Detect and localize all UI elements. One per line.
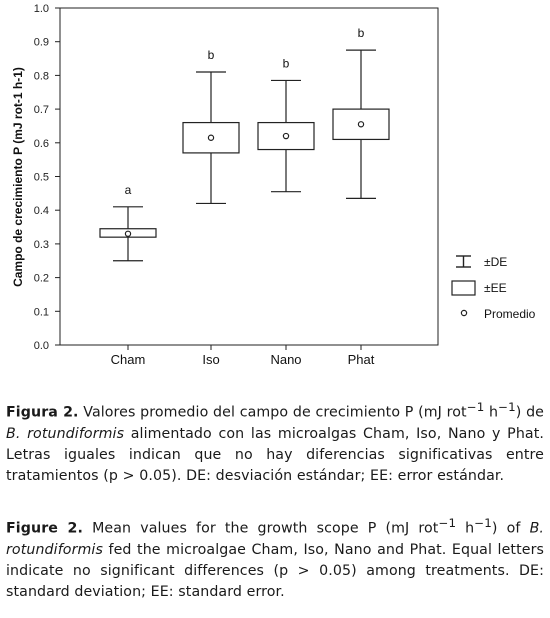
caption-english [6, 513, 544, 603]
y-tick-label: 0.8 [33, 70, 49, 83]
legend-mean-icon [461, 310, 466, 315]
significance-letter: b [357, 26, 365, 41]
x-category-label: Iso [202, 352, 220, 367]
y-tick-label: 0.9 [33, 36, 49, 49]
mean-point [283, 133, 288, 138]
x-axis-categories [111, 345, 375, 367]
y-tick-label: 0.4 [33, 205, 49, 218]
y-tick-label: 0.5 [33, 171, 49, 184]
caption-en-sup-1: −1 [438, 516, 457, 530]
plot-frame [60, 8, 438, 345]
legend-ee-label: ±EE [484, 281, 507, 295]
caption-es-text-2: h [484, 404, 499, 421]
y-axis-ticks [34, 3, 60, 352]
caption-spanish [6, 397, 544, 487]
mean-point [208, 135, 213, 140]
y-tick-label: 0.6 [33, 137, 49, 150]
caption-en-label: Figure 2. [6, 520, 83, 537]
caption-en-text-4: fed the microalgae Cham, Iso, Nano and Phat. Equal letters indicate no significant differences (p > 0.05) among treatments. DE: standard deviation; EE: standard error. [6, 541, 544, 600]
legend-de-label: ±DE [484, 255, 508, 269]
caption-es-sup-2: −1 [498, 400, 516, 414]
caption-en-sup-2: −1 [474, 516, 492, 530]
x-category-label: Phat [347, 352, 375, 367]
y-axis-label: Campo de crecimiento P (mJ rot-1 h-1) [11, 67, 25, 287]
caption-es-text-4: alimentado con las microalgas Cham, Iso, Nano y Phat. Letras iguales indican que no hay diferencias significativas entre tratamientos (p > 0.05). DE: desviación estándar; EE: error estándar. [6, 425, 544, 484]
y-tick-label: 0.0 [33, 340, 49, 352]
x-category-label: Nano [270, 352, 302, 367]
mean-point [358, 122, 363, 127]
caption-es-text-3: ) de [515, 404, 545, 421]
y-tick-label: 0.7 [33, 104, 49, 117]
significance-letter: b [282, 56, 290, 71]
box-phat [333, 26, 389, 198]
caption-es-label: Figura 2. [6, 404, 79, 421]
caption-en-text-1: Mean values for the growth scope P (mJ rot [83, 520, 439, 537]
mean-point [125, 231, 130, 236]
box-series [100, 26, 389, 261]
legend [452, 255, 536, 321]
box-iso [183, 48, 239, 203]
caption-en-text-2: h [456, 520, 475, 537]
caption-es-species: B. rotundiformis [6, 425, 125, 442]
x-category-label: Cham [110, 352, 146, 367]
box-cham [100, 183, 156, 261]
caption-en-species: B. rotundiformis [6, 520, 545, 558]
significance-letter: a [124, 182, 132, 197]
y-tick-label: 0.1 [33, 306, 49, 319]
y-tick-label: 0.2 [33, 272, 49, 285]
legend-de-icon [456, 256, 471, 267]
significance-letter: b [207, 48, 215, 63]
caption-es-sup-1: −1 [466, 400, 485, 414]
y-tick-label: 1.0 [33, 3, 49, 15]
caption-es-text-1: Valores promedio del campo de crecimiento P (mJ rot [78, 404, 467, 421]
legend-mean-label: Promedio [484, 307, 536, 321]
y-tick-label: 0.3 [33, 238, 49, 251]
legend-ee-icon [452, 281, 475, 295]
box-nano [258, 56, 314, 191]
caption-en-text-3: ) of [491, 520, 530, 537]
